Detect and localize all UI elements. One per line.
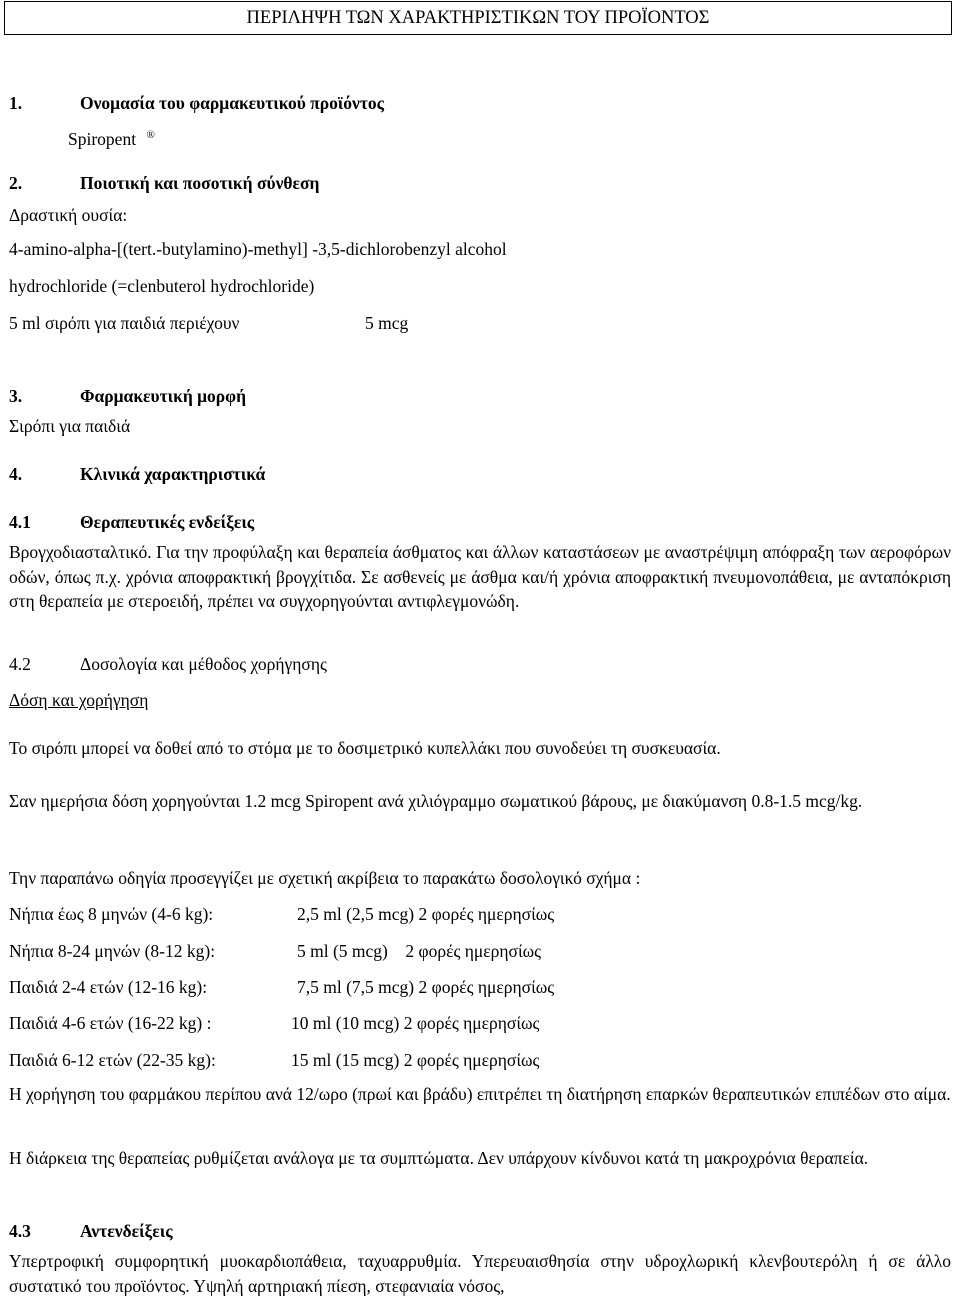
section-4-1-heading [9, 512, 254, 532]
age-weight-group: Νήπια έως 8 μηνών (4-6 kg): [9, 904, 214, 924]
dosing-value: 10 ml (10 mcg) 2 φορές ημερησίως [291, 1013, 540, 1033]
product-name-text: Spiropent [68, 128, 137, 149]
posology-paragraph-5: Η διάρκεια της θεραπείας ρυθμίζεται ανάλογα με τα συμπτώματα. Δεν υπάρχουν κίνδυνοι κατά τη μακροχρόνια θεραπεία. [9, 1148, 869, 1168]
posology-paragraph-3: Την παραπάνω οδηγία προσεγγίζει με σχετική ακρίβεια το παρακάτω δοσολογικό σχήμα : [9, 868, 641, 888]
dose-value: 5 mcg [365, 313, 409, 333]
section-number: 4.1 [9, 512, 31, 532]
section-3-heading [9, 386, 246, 406]
dose-administration-subheading: Δόση και χορήγηση [9, 690, 149, 710]
posology-paragraph-4: Η χορήγηση του φαρμάκου περίπου ανά 12/ωρο (πρωί και βράδυ) επιτρέπει τη διατήρηση επαρκών θεραπευτικών επιπέδων στο αίμα. [9, 1084, 951, 1104]
posology-paragraph-1: Το σιρόπι μπορεί να δοθεί από το στόμα με το δοσιμετρικό κυπελλάκι που συνοδεύει τη συσκευασία. [9, 738, 721, 758]
section-number: 4. [9, 464, 23, 484]
section-number: 4.3 [9, 1221, 31, 1241]
pharmaceutical-form: Σιρόπι για παιδιά [9, 416, 131, 436]
dosing-row [9, 1050, 216, 1070]
section-4-heading [9, 464, 265, 484]
dosing-row [9, 1013, 212, 1033]
dosing-row [9, 904, 213, 924]
age-weight-group: Παιδιά 4-6 ετών (16-22 kg) : [9, 1013, 212, 1033]
dosing-row [9, 977, 207, 997]
section-number: 4.2 [9, 654, 31, 674]
section-number: 3. [9, 386, 23, 406]
substance-name-line-2: hydrochloride (=clenbuterol hydrochloride) [9, 276, 315, 296]
section-title: Ονομασία του φαρμακευτικού προϊόντος [80, 93, 385, 113]
age-weight-group: Νήπια 8-24 μηνών (8-12 kg): [9, 941, 216, 961]
section-title: Ποιοτική και ποσοτική σύνθεση [80, 173, 320, 193]
section-title: Φαρμακευτική μορφή [80, 386, 247, 406]
section-1-heading [9, 93, 384, 113]
dose-composition [9, 313, 408, 333]
dosing-value: 5 ml (5 mcg) 2 φορές ημερησίως [297, 941, 542, 961]
document-title: ΠΕΡΙΛΗΨΗ ΤΩΝ ΧΑΡΑΚΤΗΡΙΣΤΙΚΩΝ ΤΟΥ ΠΡΟΪΟΝΤΟΣ [4, 1, 952, 35]
age-weight-group: Παιδιά 2-4 ετών (12-16 kg): [9, 977, 208, 997]
section-number: 2. [9, 173, 23, 193]
dosing-value: 7,5 ml (7,5 mcg) 2 φορές ημερησίως [297, 977, 555, 997]
dosing-value: 2,5 ml (2,5 mcg) 2 φορές ημερησίως [297, 904, 555, 924]
active-substance-label: Δραστική ουσία: [9, 205, 128, 225]
dosing-value: 15 ml (15 mcg) 2 φορές ημερησίως [291, 1050, 540, 1070]
indications-text: Βρογχοδιασταλτικό. Για την προφύλαξη και θεραπεία άσθματος και άλλων καταστάσεων με αναστρέψιμη απόφραξη των αεροφόρων οδών, όπως π.χ. χρόνια αποφρακτική βρογχίτιδα. Σε ασθενείς με άσθμα και/ή χρόνια αποφρακτική πνευμονοπάθεια, με ανταπόκριση στη θεραπεία με στεροειδή, πρέπει να συγχορηγούνται αντιφλεγμονώδη. [9, 542, 951, 611]
product-name [68, 125, 155, 149]
section-2-heading [9, 173, 319, 193]
section-title: Κλινικά χαρακτηριστικά [80, 464, 266, 484]
contraindications-text: Υπερτροφική συμφορητική μυοκαρδιοπάθεια, ταχυαρρυθμία. Υπερευαισθησία στην υδροχλωρική κλενβουτερόλη ή σε άλλο συστατικό του προϊόντος. Υψηλή αρτηριακή πίεση, στεφανιαία νόσος, [9, 1251, 951, 1296]
section-title: Θεραπευτικές ενδείξεις [80, 512, 255, 532]
section-title: Δοσολογία και μέθοδος χορήγησης [80, 654, 327, 674]
section-4-2-heading [9, 654, 327, 674]
dose-label: 5 ml σιρόπι για παιδιά περιέχουν [9, 313, 240, 333]
age-weight-group: Παιδιά 6-12 ετών (22-35 kg): [9, 1050, 216, 1070]
section-title: Αντενδείξεις [80, 1221, 173, 1241]
section-4-3-heading [9, 1221, 173, 1241]
posology-paragraph-2: Σαν ημερήσια δόση χορηγούνται 1.2 mcg Spiropent ανά χιλιόγραμμο σωματικού βάρους, με διακύμανση 0.8-1.5 mcg/kg. [9, 791, 863, 811]
registered-mark: ® [146, 129, 155, 141]
dosing-row [9, 941, 215, 961]
section-number: 1. [9, 93, 23, 113]
substance-name-line-1: 4-amino-alpha-[(tert.-butylamino)-methyl] -3,5-dichlorobenzyl alcohol [9, 239, 507, 259]
